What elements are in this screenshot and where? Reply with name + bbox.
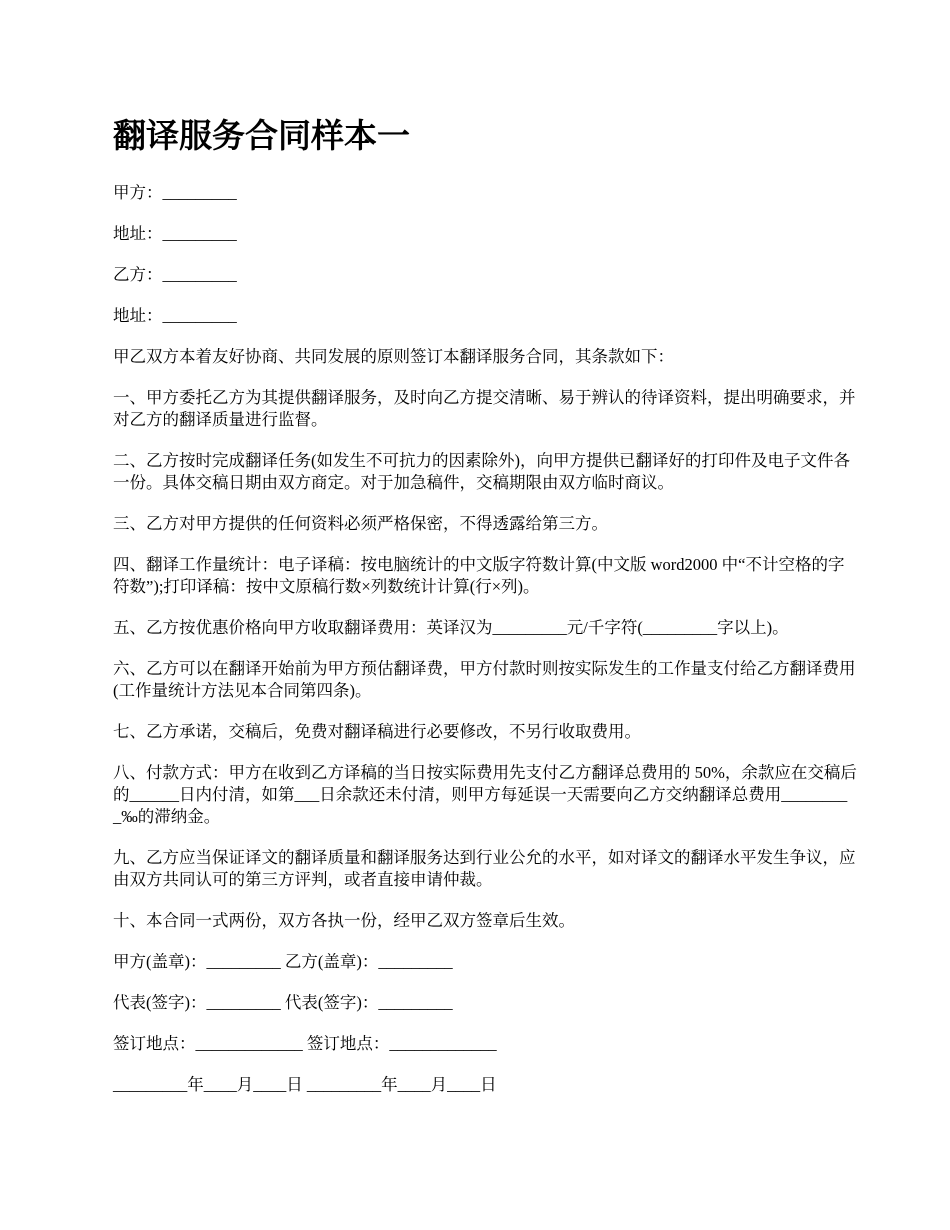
clause-7: 七、乙方承诺，交稿后，免费对翻译稿进行必要修改，不另行收取费用。 xyxy=(113,722,641,741)
clause-2: 二、乙方按时完成翻译任务(如发生不可抗力的因素除外)，向甲方提供已翻译好的打印件及电子文件各一份。具体交稿日期由双方商定。对于加急稿件，交稿期限由双方临时商议。 xyxy=(113,451,850,492)
party-a-line: 甲方：_________ xyxy=(113,183,237,202)
signature-line: 代表(签字)：_________ 代表(签字)：_________ xyxy=(113,993,453,1012)
address-b-line: 地址：_________ xyxy=(113,306,237,325)
clause-4: 四、翻译工作量统计：电子译稿：按电脑统计的中文版字符数计算(中文版 word2000 中“不计空格的字符数”);打印译稿：按中文原稿行数×列数统计计算(行×列)。 xyxy=(113,555,845,596)
clause-10: 十、本合同一式两份，双方各执一份，经甲乙双方签章后生效。 xyxy=(113,911,575,930)
contract-document xyxy=(113,112,858,1115)
clause-6: 六、乙方可以在翻译开始前为甲方预估翻译费，甲方付款时则按实际发生的工作量支付给乙方翻译费用(工作量统计方法见本合同第四条)。 xyxy=(113,659,856,700)
date-line: _________年____月____日 _________年____月____日 xyxy=(113,1075,497,1094)
clause-5: 五、乙方按优惠价格向甲方收取翻译费用：英译汉为_________元/千字符(_________字以上)。 xyxy=(113,618,789,637)
party-b-line: 乙方：_________ xyxy=(113,265,237,284)
clause-1: 一、甲方委托乙方为其提供翻译服务，及时向乙方提交清晰、易于辨认的待译资料，提出明确要求，并对乙方的翻译质量进行监督。 xyxy=(113,388,856,429)
address-a-line: 地址：_________ xyxy=(113,224,237,243)
signing-place-line: 签订地点：_____________ 签订地点：_____________ xyxy=(113,1034,497,1053)
clause-9: 九、乙方应当保证译文的翻译质量和翻译服务达到行业公允的水平，如对译文的翻译水平发生争议，应由双方共同认可的第三方评判，或者直接申请仲裁。 xyxy=(113,848,856,889)
seal-line: 甲方(盖章)：_________ 乙方(盖章)：_________ xyxy=(113,952,453,971)
clause-3: 三、乙方对甲方提供的任何资料必须严格保密，不得透露给第三方。 xyxy=(113,514,608,533)
document-title: 翻译服务合同样本一 xyxy=(113,116,410,155)
intro-paragraph: 甲乙双方本着友好协商、共同发展的原则签订本翻译服务合同，其条款如下： xyxy=(113,347,674,366)
clause-8: 八、付款方式：甲方在收到乙方译稿的当日按实际费用先支付乙方翻译总费用的 50%，余款应在交稿后的______日内付清，如第___日余款还未付清，则甲方每延误一天需要向乙方交纳翻译总费用_________‰的滞纳金。 xyxy=(113,763,857,826)
